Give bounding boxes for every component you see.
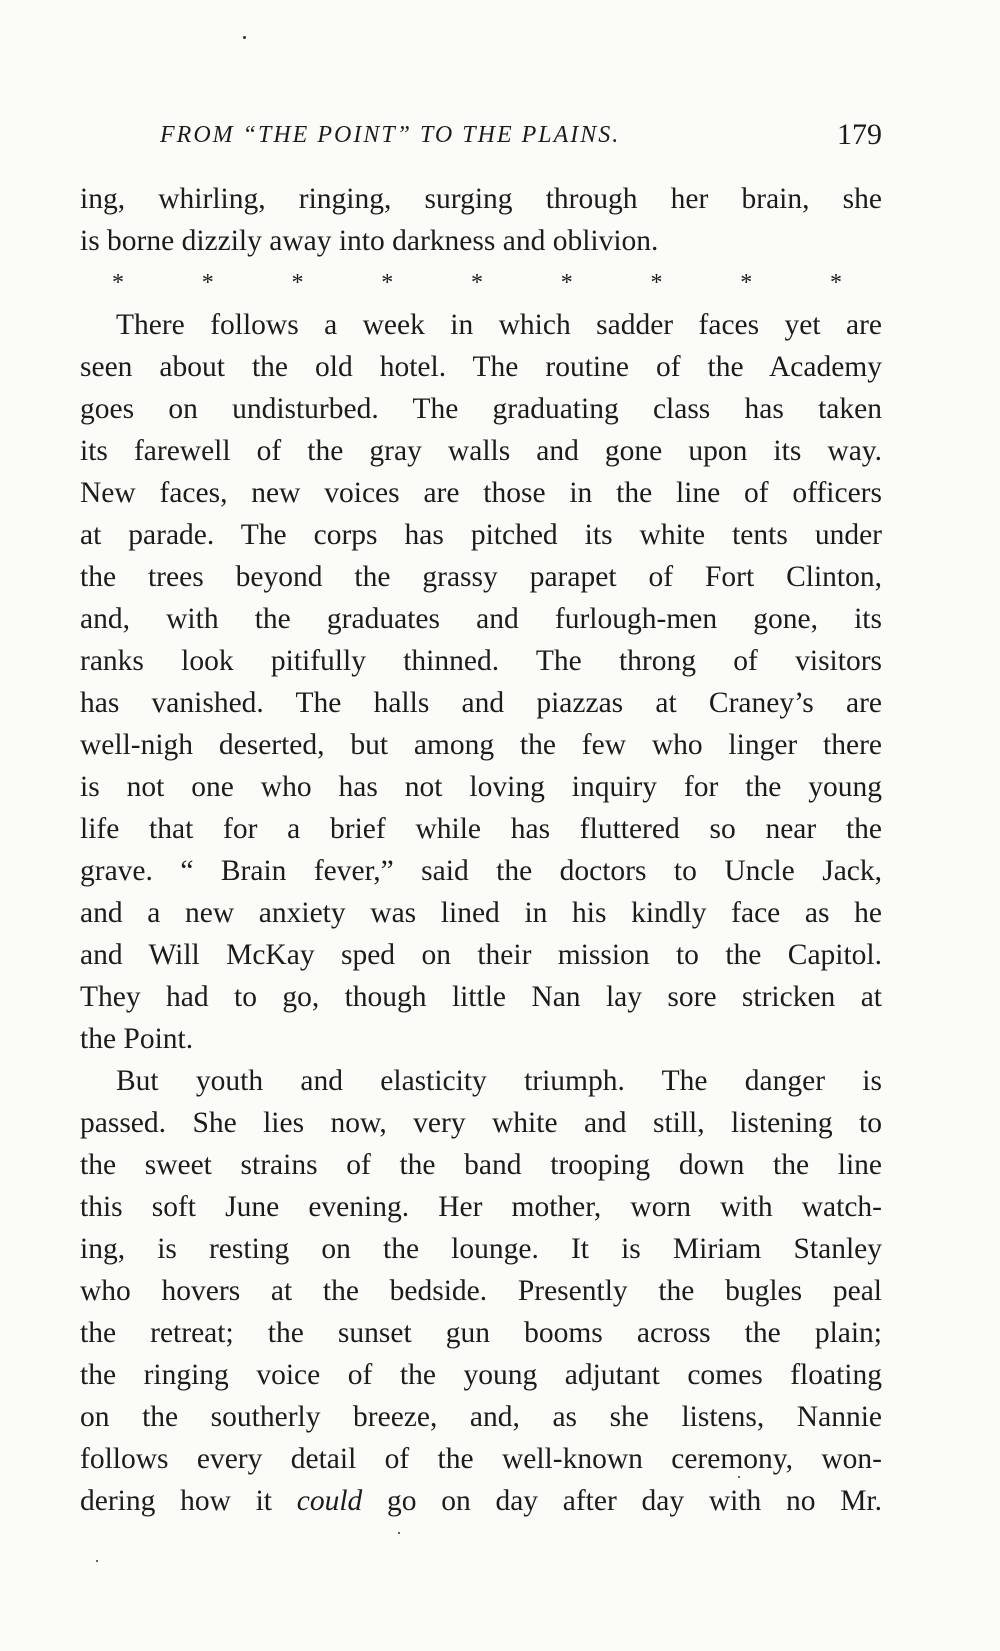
text-line: who hovers at the bedside. Presently the bugles peal [80, 1275, 882, 1307]
paper-speck [96, 1560, 98, 1562]
page-header [160, 118, 882, 158]
text-line: and a new anxiety was lined in his kindly face as he [80, 897, 882, 929]
text-run: go on day after day with no Mr. [362, 1485, 882, 1517]
text-line: ing, is resting on the lounge. It is Miriam Stanley [80, 1233, 882, 1265]
text-line: But youth and elasticity triumph. The danger is [116, 1065, 882, 1097]
running-title: FROM “THE POINT” TO THE PLAINS. [160, 122, 621, 148]
asterisk: * [740, 270, 753, 296]
text-line: the sweet strains of the band trooping down the line [80, 1149, 882, 1181]
text-line: and, with the graduates and furlough-men gone, its [80, 603, 882, 635]
page-number: 179 [837, 118, 882, 151]
text-line: ing, whirling, ringing, surging through her brain, she [80, 183, 882, 215]
text-line: the trees beyond the grassy parapet of Fort Clinton, [80, 561, 882, 593]
text-line: the retreat; the sunset gun booms across the plain; [80, 1317, 882, 1349]
paper-speck [243, 36, 246, 39]
paper-speck [398, 1532, 400, 1534]
text-line: at parade. The corps has pitched its white tents under [80, 519, 882, 551]
paragraph-2 [80, 304, 882, 1060]
text-line: New faces, new voices are those in the line of officers [80, 477, 882, 509]
asterisk: * [830, 270, 842, 296]
text-line: goes on undisturbed. The graduating class has taken [80, 393, 882, 425]
text-line: its farewell of the gray walls and gone upon its way. [80, 435, 882, 467]
asterisk: * [291, 270, 304, 296]
asterisk: * [650, 270, 663, 296]
body-text [80, 178, 882, 1522]
text-line: They had to go, though little Nan lay sore stricken at [80, 981, 882, 1013]
section-break [80, 262, 882, 304]
text-line: and Will McKay sped on their mission to the Capitol. [80, 939, 882, 971]
text-line: There follows a week in which sadder faces yet are [116, 309, 882, 341]
asterisk: * [381, 270, 394, 296]
text-line: the Point. [80, 1023, 194, 1055]
paper-speck [738, 1476, 740, 1478]
text-line: passed. She lies now, very white and still, listening to [80, 1107, 882, 1139]
asterisk: * [471, 270, 483, 296]
text-line: this soft June evening. Her mother, worn with watch- [80, 1191, 882, 1223]
text-line: seen about the old hotel. The routine of the Academy [80, 351, 882, 383]
asterisk: * [112, 270, 124, 296]
asterisk: * [560, 270, 573, 296]
text-line: ranks look pitifully thinned. The throng of visitors [80, 645, 882, 677]
text-line: on the southerly breeze, and, as she listens, Nannie [80, 1401, 882, 1433]
emphasized-word: could [296, 1485, 363, 1517]
text-line-final [80, 1480, 882, 1522]
text-line: well-nigh deserted, but among the few who linger there [80, 729, 882, 761]
text-line: grave. “ Brain fever,” said the doctors to Uncle Jack, [80, 855, 882, 887]
text-line: life that for a brief while has fluttered so near the [80, 813, 882, 845]
text-line: has vanished. The halls and piazzas at Craney’s are [80, 687, 882, 719]
asterisk: * [201, 270, 214, 296]
text-line: the ringing voice of the young adjutant comes floating [80, 1359, 882, 1391]
text-line: is not one who has not loving inquiry for the young [80, 771, 882, 803]
paragraph-1 [80, 178, 882, 262]
text-run: dering how it [80, 1485, 297, 1517]
paragraph-3 [80, 1060, 882, 1522]
text-line: follows every detail of the well-known ceremony, won- [80, 1443, 882, 1475]
text-line: is borne dizzily away into darkness and oblivion. [80, 225, 659, 257]
